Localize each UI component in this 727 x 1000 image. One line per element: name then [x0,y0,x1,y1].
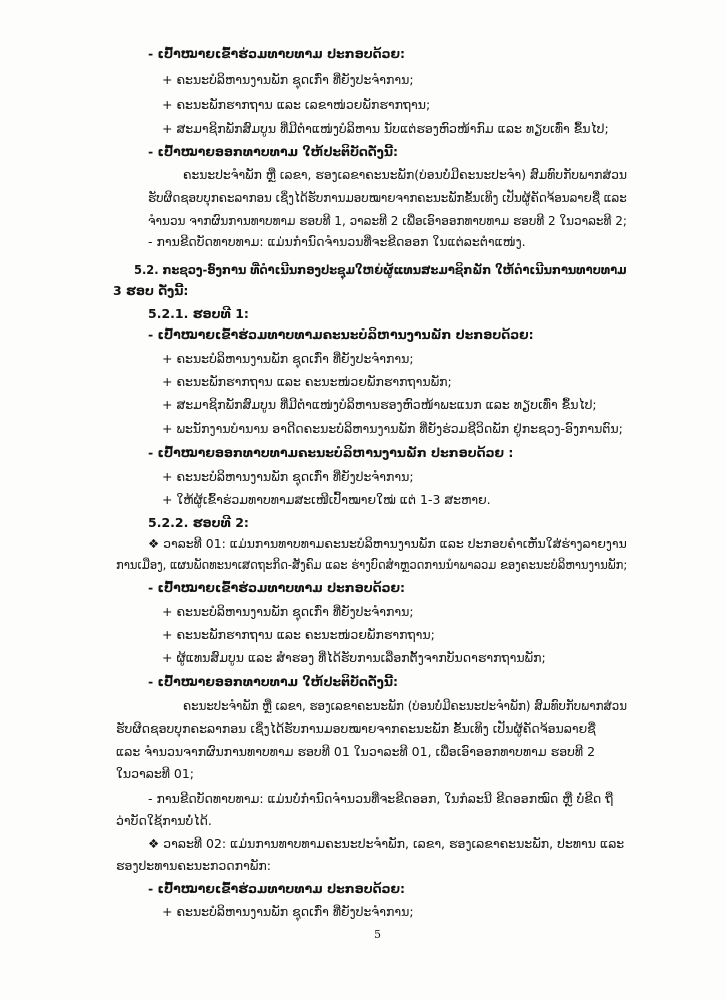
paragraph-line: ຮອງປະທານຄະນະກວດກາພັກ: [116,858,271,873]
paragraph-line: ໃນວາລະທີ 01; [116,766,195,781]
list-item: + ຄະນະບໍລິຫານງານພັກ ຊຸດເກົ່າ ທີ່ຍັງປະຈຳການ; [162,72,414,87]
paragraph-line: ຄະນະປະຈຳພັກ ຫຼື ເລຂາ, ຮອງເລຂາຄະນະພັກ(ບ່ອນບໍ່ມີຄະນະປະຈຳ) ສົມທົບກັບພາກສ່ວນ [183,167,628,182]
list-item: + ຄະນະບໍລິຫານງານພັກ ຊຸດເກົ່າ ທີ່ຍັງປະຈຳການ; [162,351,414,366]
heading-participants: - ເປົ້າໝາຍເຂົ້າຮ່ວມທາບທາມ ປະກອບດ້ວຍ: [148,46,406,61]
list-item: + ຄະນະບໍລິຫານງານພັກ ຊຸດເກົ່າ ທີ່ຍັງປະຈຳການ; [162,904,414,919]
paragraph-line: ແລະ ຈຳນວນຈາກຜົນການທາບທາມ ຮອບທີ 01 ໃນວາລະທີ 01, ເພື່ອເອົາອອກທາບທາມ ຮອບທີ 2 [116,744,596,759]
ballot-rule: - ການຂີດບັດທາບທາມ: ແມ່ນກຳນົດຈຳນວນທີ່ຈະຂີດອອກ ໃນແຕ່ລະຕຳແໜ່ງ. [148,234,526,249]
paragraph-line: ຄະນະປະຈຳພັກ ຫຼື ເລຂາ, ຮອງເລຂາຄະນະພັກ (ບ່ອນບໍ່ມີຄະນະປະຈຳພັກ) ສົມທົບກັບພາກສ່ວນ [183,698,628,713]
heading-targets: - ເປົ້າໝາຍອອກທາບທາມຄະນະບໍລິຫານງານພັກ ປະກອບດ້ວຍ : [148,445,514,460]
heading-participants: - ເປົ້າໝາຍເຂົ້າຮ່ວມທາບທາມ ປະກອບດ້ວຍ: [148,881,406,896]
page-number: 5 [374,928,381,941]
list-item: + ຄະນະພັກຮາກຖານ ແລະ ເລຂາໜ່ວຍພັກຮາກຖານ; [162,97,431,112]
ballot-rule-cont: ວ່າບັດໃຊ້ການບໍ່ໄດ້. [116,813,212,828]
agenda-item-01: ❖ ວາລະທີ 01: ແມ່ນການທາບທາມຄະນະບໍລິຫານງານພັກ ແລະ ປະກອບຄຳເຫັນໃສ່ຮ່າງລາຍງານ [148,536,627,551]
heading-participants: - ເປົ້າໝາຍເຂົ້າຮ່ວມທາບທາມຄະນະບໍລິຫານງານພັກ ປະກອບດ້ວຍ: [148,327,534,342]
list-item: + ໃຫ້ຜູ້ເຂົ້າຮ່ວມທາບທາມສະເໜີເປົ້າໝາຍໃໝ່ ແຕ່ 1-3 ສະຫາຍ. [162,492,491,507]
list-item: + ຄະນະບໍລິຫານງານພັກ ຊຸດເກົ່າ ທີ່ຍັງປະຈຳການ; [162,604,414,619]
list-item: + ຜູ້ແທນສົມບູນ ແລະ ສຳຮອງ ທີ່ໄດ້ຮັບການເລືອກຕັ້ງຈາກບັນດາຮາກຖານພັກ; [162,650,546,665]
list-item: + ຄະນະບໍລິຫານງານພັກ ຊຸດເກົ່າ ທີ່ຍັງປະຈຳການ; [162,469,414,484]
heading-participants: - ເປົ້າໝາຍເຂົ້າຮ່ວມທາບທາມ ປະກອບດ້ວຍ: [148,580,406,595]
subsection-heading-5-2-1: 5.2.1. ຮອບທີ 1: [148,306,249,321]
paragraph-line: ຮັບຜິດຊອບບຸກຄະລາກອນ ເຊິ່ງໄດ້ຮັບການມອບໝາຍຈາກຄະນະພັກຂັ້ນເທິງ ເປັນຜູ້ຄັດຈ້ອນລາຍຊື່ ແລະ [148,190,627,205]
section-heading-5-2-cont: 3 ຮອບ ດັ່ງນີ້: [113,283,189,298]
heading-targets: - ເປົ້າໝາຍອອກທາບທາມ ໃຫ້ປະຕິບັດດັ່ງນີ້: [148,144,398,159]
section-heading-5-2: 5.2. ກະຊວງ-ອົງການ ທີ່ດຳເນີນກອງປະຊຸມໃຫຍ່ຜູ້ແທນສະມາຊິກພັກ ໃຫ້ດຳເນີນການທາບທາມ [134,262,627,277]
list-item: + ສະມາຊິກພັກສົມບູນ ທີ່ມີຕຳແໜ່ງບໍລິຫານ ນັບແຕ່ຮອງຫົວໜ້າກົມ ແລະ ທຽບເທົ່າ ຂຶ້ນໄປ; [162,121,609,136]
list-item: + ພະນັກງານບຳນານ ອາດີດຄະນະບໍລິຫານງານພັກ ທີ່ຍັງຮ່ວມຊີວິດພັກ ຢູ່ກະຊວງ-ອົງການຕົນ; [162,421,623,436]
agenda-item-02: ❖ ວາລະທີ 02: ແມ່ນການທາບທາມຄະນະປະຈຳພັກ, ເລຂາ, ຮອງເລຂາຄະນະພັກ, ປະທານ ແລະ [148,836,625,851]
list-item: + ສະມາຊິກພັກສົມບູນ ທີ່ມີຕຳແໜ່ງບໍລິຫານຮອງຫົວໜ້າພະແນກ ແລະ ທຽບເທົ່າ ຂຶ້ນໄປ; [162,397,597,412]
list-item: + ຄະນະພັກຮາກຖານ ແລະ ຄະນະໜ່ວຍພັກຮາກຖານ; [162,627,435,642]
heading-targets: - ເປົ້າໝາຍອອກທາບທາມ ໃຫ້ປະຕິບັດດັ່ງນີ້: [148,674,398,689]
paragraph-line: ຮັບຜິດຊອບບຸກຄະລາກອນ ເຊິ່ງໄດ້ຮັບການມອບໝາຍຈາກຄະນະພັກ ຂັ້ນເທິງ ເປັນຜູ້ຄັດຈ້ອນລາຍຊື່ [116,721,596,736]
ballot-rule: - ການຂີດບັດທາບທາມ: ແມ່ນບໍ່ກຳນົດຈຳນວນທີ່ຈະຂີດອອກ, ໃນກໍລະນີ ຂີດອອກໝົດ ຫຼື ບໍ່ຂີດ ຖື [148,791,614,806]
paragraph-line: ການເມືອງ, ແຜນພັດທະນາເສດຖະກິດ-ສັງຄົມ ແລະ ຮ່າງບົດສຳຫຼວດການນຳພາລວມ ຂອງຄະນະບໍລິຫານງານພັກ; [116,557,628,572]
subsection-heading-5-2-2: 5.2.2. ຮອບທີ 2: [148,515,249,530]
paragraph-line: ຈຳນວນ ຈາກຜົນການທາບທາມ ຮອບທີ 1, ວາລະທີ 2 ເພື່ອເອົາອອກທາບທາມ ຮອບທີ 2 ໃນວາລະທີ 2; [148,213,627,228]
list-item: + ຄະນະພັກຮາກຖານ ແລະ ຄະນະໜ່ວຍພັກຮາກຖານພັກ; [162,374,452,389]
